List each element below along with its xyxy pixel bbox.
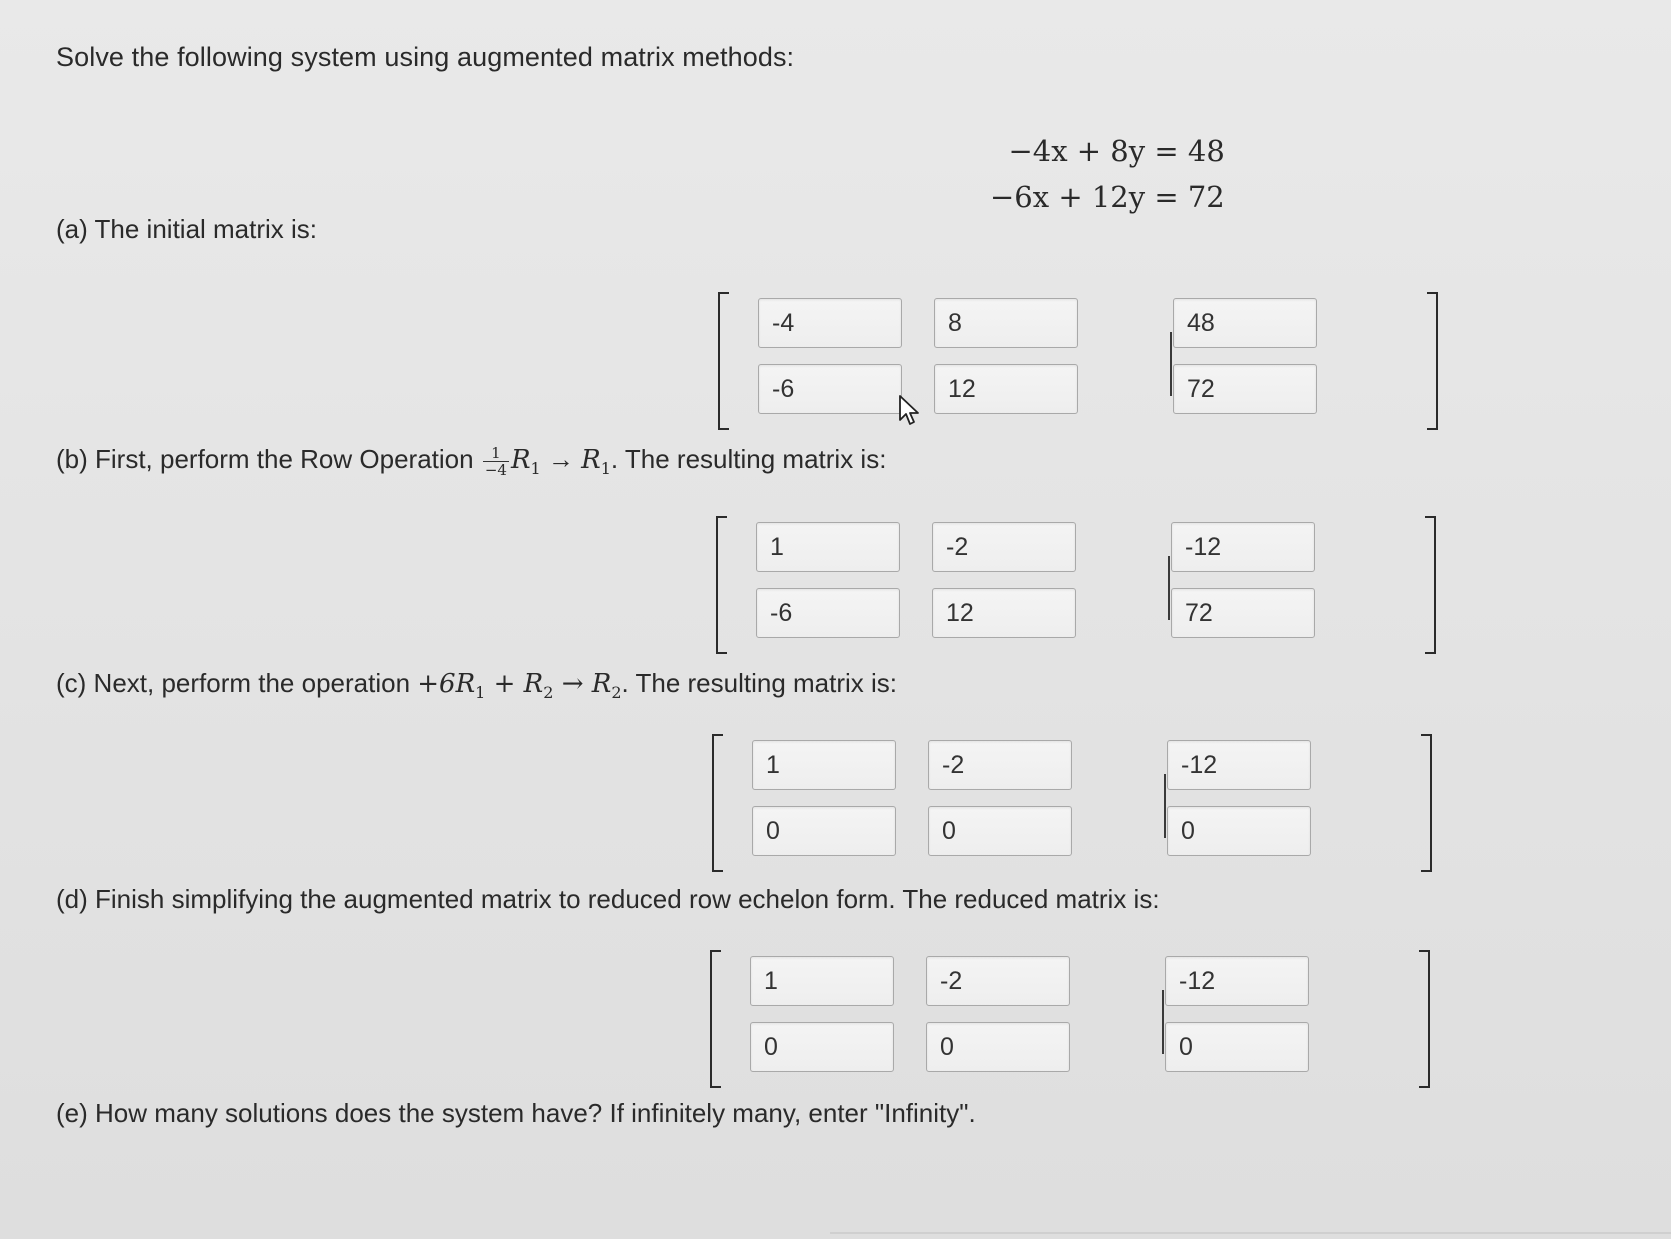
- part-c-text-before: (c) Next, perform the operation: [56, 668, 418, 698]
- row-index: 2: [611, 683, 622, 703]
- equation-system: [990, 128, 1225, 220]
- part-e-label: (e) How many solutions does the system have? If infinitely many, enter "Infinity".: [56, 1098, 976, 1128]
- matrix-c-r1c1-input[interactable]: [752, 740, 896, 790]
- matrix-b-r1c2-input[interactable]: [932, 522, 1076, 572]
- row-index: 2: [543, 683, 554, 703]
- matrix-a-r2c3-input[interactable]: [1173, 364, 1317, 414]
- augment-divider: [1170, 332, 1172, 396]
- row-symbol: R: [510, 445, 531, 475]
- answer-field-edge: [830, 1232, 1671, 1234]
- part-a-label: (a) The initial matrix is:: [56, 214, 318, 244]
- row-index: 1: [530, 459, 541, 479]
- row-index: 1: [475, 683, 486, 703]
- fraction-denominator: −4: [484, 460, 507, 479]
- matrix-d: [710, 950, 1430, 1090]
- right-bracket: [1425, 516, 1436, 654]
- part-d-label: (d) Finish simplifying the augmented matrix to reduced row echelon form. The reduced matrix is:: [56, 884, 1160, 914]
- row-op-fraction: [483, 445, 509, 478]
- matrix-a-r1c2-input[interactable]: [934, 298, 1078, 348]
- augment-divider: [1164, 774, 1166, 838]
- fraction-numerator: 1: [483, 445, 509, 462]
- right-bracket: [1419, 950, 1430, 1088]
- left-bracket: [718, 292, 729, 430]
- matrix-c-r2c3-input[interactable]: [1167, 806, 1311, 856]
- left-bracket: [712, 734, 723, 872]
- matrix-c-r2c2-input[interactable]: [928, 806, 1072, 856]
- right-bracket: [1421, 734, 1432, 872]
- part-b-label: [56, 444, 886, 478]
- matrix-b: [716, 516, 1436, 656]
- matrix-a-r2c2-input[interactable]: [934, 364, 1078, 414]
- row-op-term-1: +6R: [417, 669, 476, 699]
- left-bracket: [710, 950, 721, 1088]
- matrix-b-r1c3-input[interactable]: [1171, 522, 1315, 572]
- matrix-b-r2c1-input[interactable]: [756, 588, 900, 638]
- row-op-expression: [417, 669, 622, 703]
- matrix-a-r1c1-input[interactable]: [758, 298, 902, 348]
- matrix-c-r2c1-input[interactable]: [752, 806, 896, 856]
- row-op-target: [581, 445, 611, 479]
- equation-2: −6x + 12y = 72: [990, 180, 1225, 214]
- row-op-source: [510, 445, 541, 479]
- arrow: →: [540, 444, 582, 474]
- matrix-c-r1c3-input[interactable]: [1167, 740, 1311, 790]
- row-op-term-2: + R: [485, 669, 544, 699]
- row-symbol: R: [581, 445, 601, 475]
- augment-divider: [1162, 990, 1164, 1054]
- matrix-d-r2c1-input[interactable]: [750, 1022, 894, 1072]
- right-bracket: [1427, 292, 1438, 430]
- matrix-b-r2c3-input[interactable]: [1171, 588, 1315, 638]
- augment-divider: [1168, 556, 1170, 620]
- mouse-pointer-icon: [898, 394, 922, 428]
- matrix-d-r1c2-input[interactable]: [926, 956, 1070, 1006]
- matrix-a: [718, 292, 1438, 432]
- row-index: 1: [600, 459, 611, 479]
- part-b-text-before: (b) First, perform the Row Operation: [56, 444, 481, 474]
- matrix-c-r1c2-input[interactable]: [928, 740, 1072, 790]
- part-b-text-after: . The resulting matrix is:: [610, 444, 887, 474]
- matrix-a-r1c3-input[interactable]: [1173, 298, 1317, 348]
- matrix-c: [712, 734, 1432, 874]
- matrix-d-r1c3-input[interactable]: [1165, 956, 1309, 1006]
- row-op-target: → R: [553, 669, 612, 699]
- part-c-text-after: . The resulting matrix is:: [621, 668, 898, 698]
- part-c-label: [56, 668, 897, 702]
- problem-prompt: Solve the following system using augmented matrix methods:: [56, 42, 795, 72]
- equation-1: −4x + 8y = 48: [1008, 134, 1225, 168]
- left-bracket: [716, 516, 727, 654]
- matrix-b-r2c2-input[interactable]: [932, 588, 1076, 638]
- matrix-d-r1c1-input[interactable]: [750, 956, 894, 1006]
- matrix-a-r2c1-input[interactable]: [758, 364, 902, 414]
- matrix-b-r1c1-input[interactable]: [756, 522, 900, 572]
- matrix-d-r2c3-input[interactable]: [1165, 1022, 1309, 1072]
- matrix-d-r2c2-input[interactable]: [926, 1022, 1070, 1072]
